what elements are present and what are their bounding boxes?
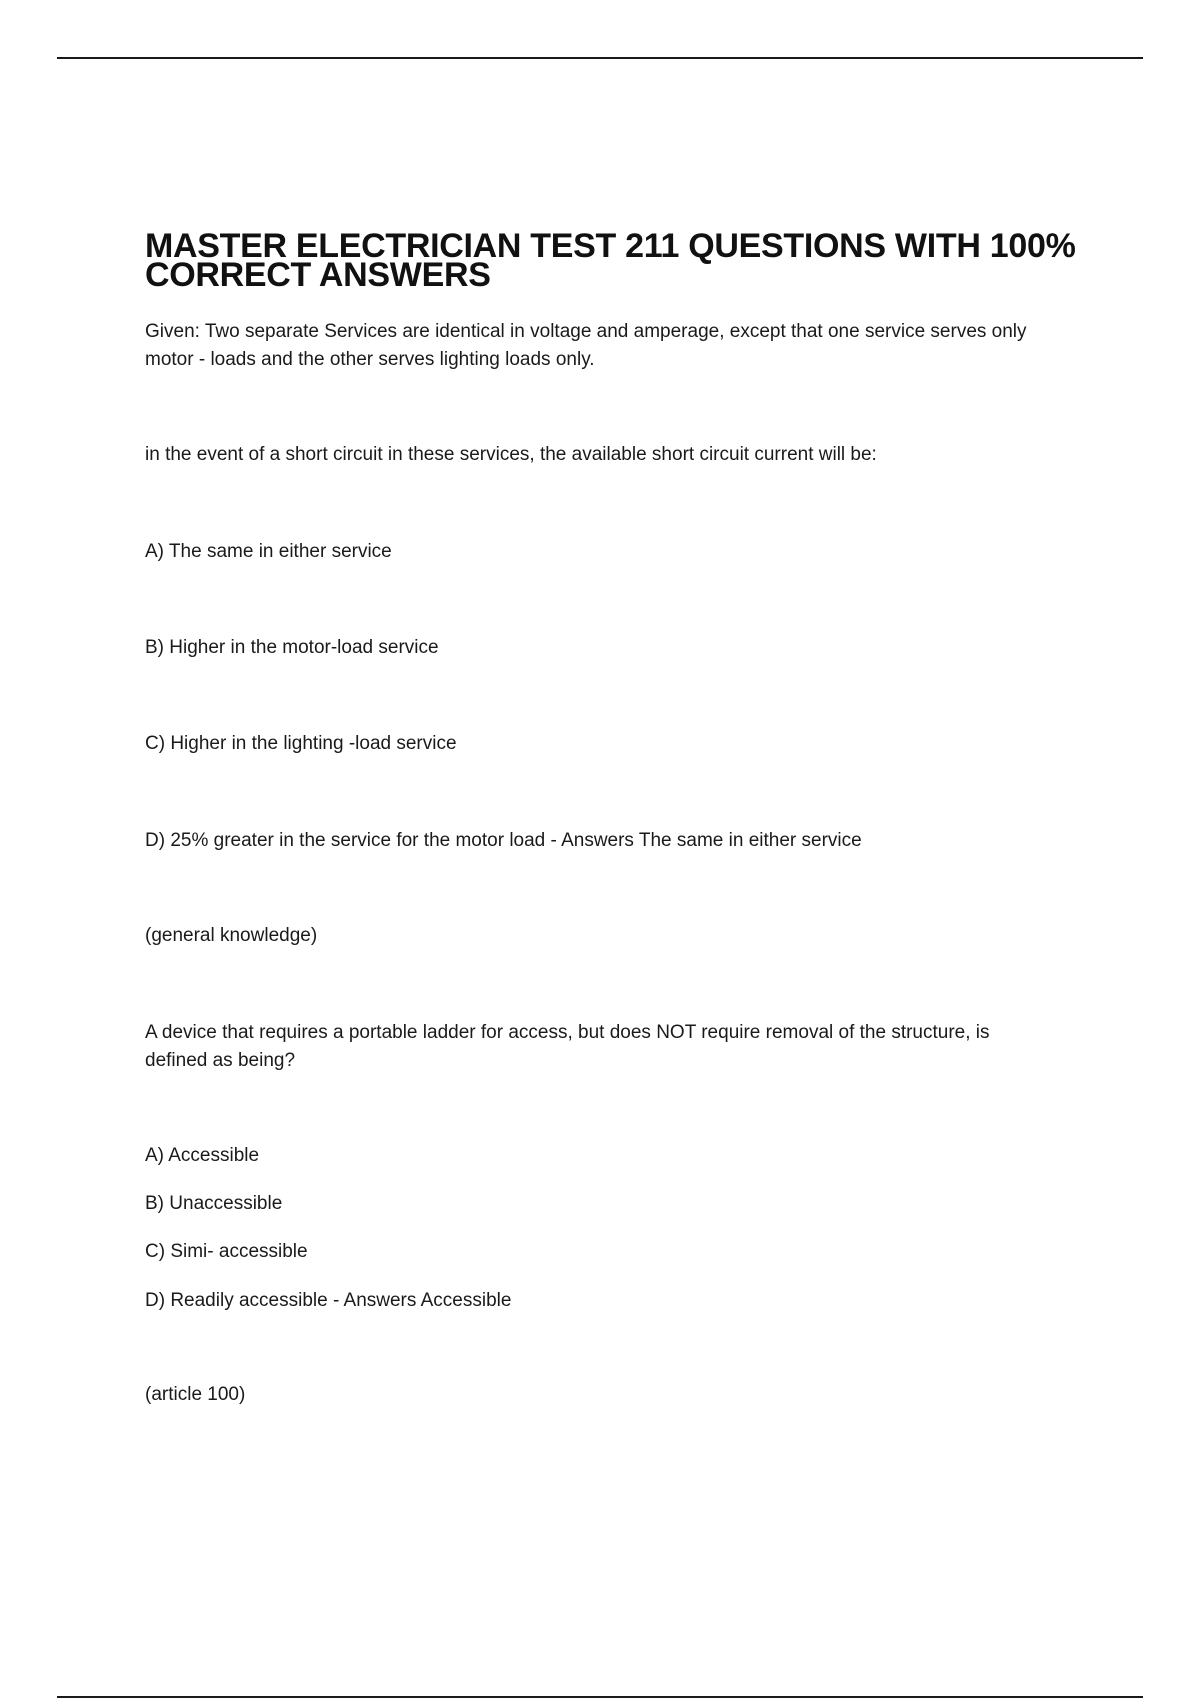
question-2-option-b: B) Unaccessible <box>145 1193 283 1214</box>
question-1-prompt-line-1: Given: Two separate Services are identical in voltage and amperage, except that one service serves only <box>145 321 1027 342</box>
question-2-reference: (article 100) <box>145 1384 246 1405</box>
footer-rule <box>57 1696 1143 1698</box>
question-2-option-d-answer: D) Readily accessible - Answers Accessible <box>145 1290 512 1311</box>
question-2-prompt-line-2: defined as being? <box>145 1050 296 1071</box>
question-1-reference: (general knowledge) <box>145 925 318 946</box>
question-1-option-d-answer: D) 25% greater in the service for the motor load - Answers The same in either service <box>145 830 862 851</box>
header-rule <box>57 57 1143 59</box>
question-1-option-a: A) The same in either service <box>145 541 392 562</box>
question-1-text: in the event of a short circuit in these services, the available short circuit current will be: <box>145 444 877 465</box>
document-title: MASTER ELECTRICIAN TEST 211 QUESTIONS WITH 100% CORRECT ANSWERS <box>145 227 1076 294</box>
question-1-option-c: C) Higher in the lighting -load service <box>145 733 457 754</box>
question-2-option-c: C) Simi- accessible <box>145 1241 308 1262</box>
question-1-option-b: B) Higher in the motor-load service <box>145 637 439 658</box>
question-2-option-a: A) Accessible <box>145 1145 260 1166</box>
question-2-prompt-line-1: A device that requires a portable ladder for access, but does NOT require removal of the structure, is <box>145 1022 990 1043</box>
question-1-prompt-line-2: motor - loads and the other serves lighting loads only. <box>145 349 595 370</box>
